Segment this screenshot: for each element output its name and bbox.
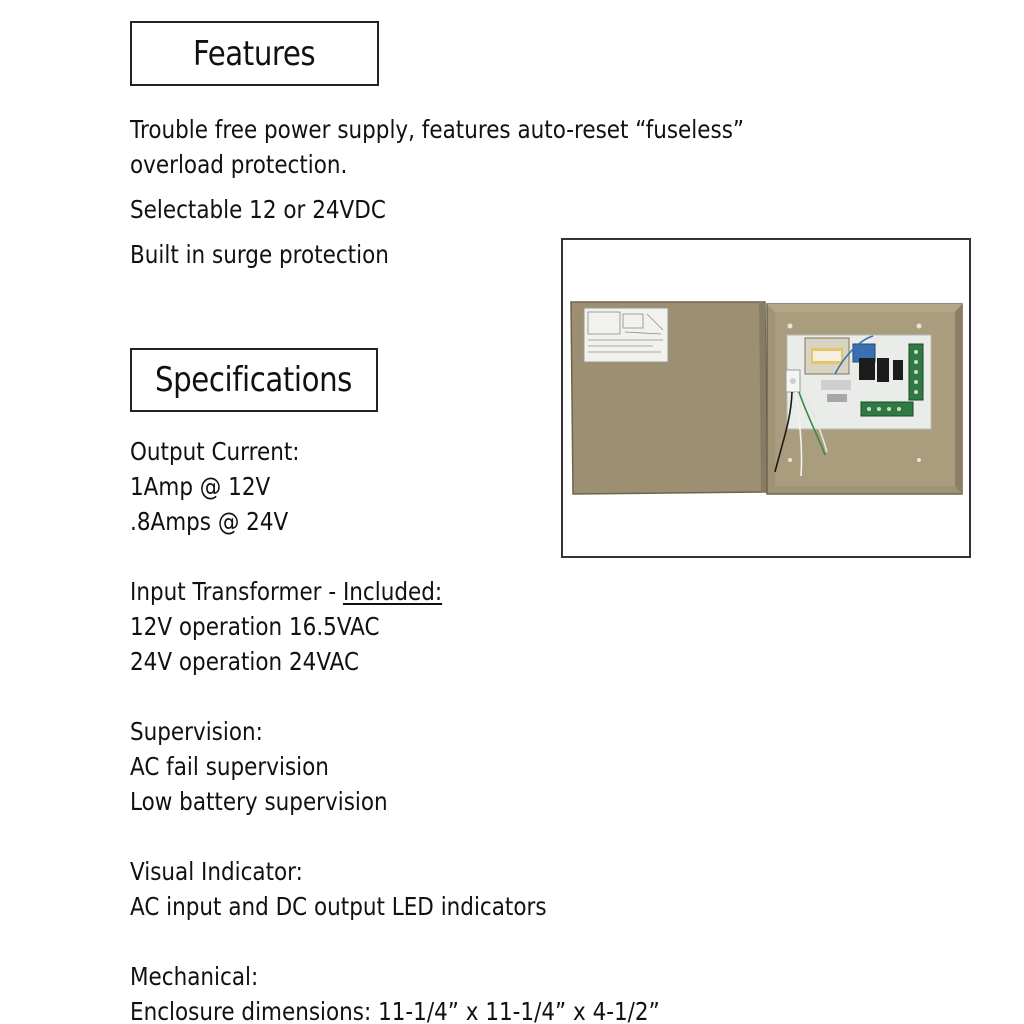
spec-line: 12V operation 16.5VAC: [130, 612, 380, 641]
specifications-heading-label: Specifications: [155, 360, 353, 400]
spec-title: Visual Indicator:: [130, 857, 303, 886]
product-photo: [561, 238, 971, 558]
spec-line: Low battery supervision: [130, 787, 388, 816]
door-wiring-label: [584, 308, 668, 362]
feature-line: Trouble free power supply, features auto-reset “fuseless”: [130, 115, 745, 144]
spec-line: Enclosure dimensions: 11-1/4” x 11-1/4” x 4-1/2”: [130, 997, 660, 1024]
feature-item: [130, 192, 744, 227]
spec-title: Mechanical:: [130, 962, 259, 991]
spec-supervision: [130, 714, 660, 819]
spec-line: 24V operation 24VAC: [130, 647, 360, 676]
spec-line: AC input and DC output LED indicators: [130, 892, 547, 921]
power-supply-enclosure-illustration: [563, 240, 969, 556]
spec-line: 1Amp @ 12V: [130, 472, 271, 501]
feature-line: overload protection.: [130, 150, 348, 179]
spec-visual-indicator: [130, 854, 660, 924]
feature-line: Selectable 12 or 24VDC: [130, 195, 386, 224]
features-heading-label: Features: [193, 33, 316, 74]
spec-mechanical: [130, 959, 660, 1024]
spec-line: AC fail supervision: [130, 752, 329, 781]
spec-line: .8Amps @ 24V: [130, 507, 289, 536]
feature-item: [130, 112, 744, 182]
spec-title-prefix: Input Transformer -: [130, 577, 343, 606]
spec-input-transformer: [130, 574, 660, 679]
spec-title: Output Current:: [130, 437, 300, 466]
spec-title: Supervision:: [130, 717, 263, 746]
specifications-heading: [130, 348, 378, 412]
spec-title: [130, 574, 660, 609]
features-heading: [130, 21, 379, 86]
spec-title-included: Included:: [342, 577, 443, 606]
feature-line: Built in surge protection: [130, 240, 389, 269]
